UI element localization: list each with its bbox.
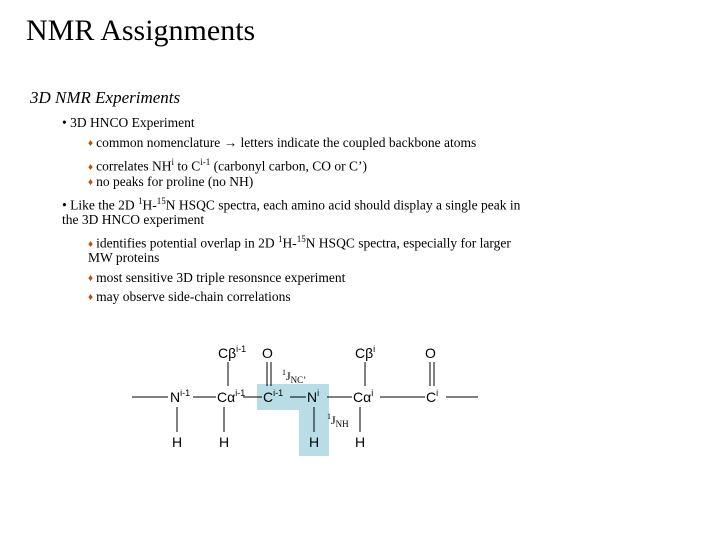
- diamond-bullet-icon: ♦: [88, 138, 94, 149]
- coupling-jnc-label: $^1J_{NC’}$: [282, 368, 307, 385]
- bullet-hnco: • 3D HNCO Experiment: [62, 115, 195, 130]
- calpha-cur-label: $C\alpha^i$: [353, 388, 374, 405]
- sub-bullet-identifies: ♦ identifies potential overlap in 2D $^1$H-$^{15}$N HSQC spectra, especially for larger: [88, 234, 511, 251]
- sub-bullet-sidechain: ♦ may observe side-chain correlations: [88, 289, 291, 304]
- calpha-prev-label: $C\alpha^{i-1}$: [217, 388, 246, 405]
- arrow-right-icon: →: [223, 135, 238, 150]
- slide-title: NMR Assignments: [26, 14, 256, 47]
- carbonyl-o-cur-label: O: [425, 345, 436, 361]
- sub-bullet-nomenclature: ♦ common nomenclature → letters indicate the coupled backbone atoms: [88, 135, 477, 150]
- diamond-bullet-icon: ♦: [88, 292, 94, 303]
- n-prev-label: $N^{i-1}$: [170, 388, 191, 405]
- diamond-bullet-icon: ♦: [88, 238, 94, 250]
- h-calpha-cur-label: H: [355, 434, 366, 450]
- h-n-prev-label: H: [172, 434, 183, 450]
- coupling-jnh-label: $^1J_{NH}$: [327, 412, 349, 429]
- carbonyl-o-prev-label: O: [262, 345, 273, 361]
- section-heading: 3D NMR Experiments: [30, 88, 181, 107]
- cbeta-prev-label: $C\beta^{i-1}$: [218, 344, 247, 361]
- bullet-like-hsqc-cont: the 3D HNCO experiment: [62, 212, 205, 227]
- diamond-bullet-icon: ♦: [88, 273, 94, 284]
- n-cur-label: $N^i$: [307, 388, 320, 405]
- diamond-bullet-icon: ♦: [88, 161, 94, 173]
- h-calpha-prev-label: H: [219, 434, 230, 450]
- sub-bullet-correlates: ♦ correlates $NH^i$ to $C^{i-1}$ (carbonyl carbon, CO or C’): [88, 157, 367, 174]
- c-prev-label: $C^{i-1}$: [263, 388, 284, 405]
- sub-bullet-identifies-cont: MW proteins: [88, 250, 160, 265]
- sub-bullet-sensitive: ♦ most sensitive 3D triple resonsnce experiment: [88, 270, 346, 285]
- diamond-bullet-icon: ♦: [88, 177, 94, 188]
- c-cur-label: $C^i$: [426, 388, 439, 405]
- sub-bullet-noproline: ♦ no peaks for proline (no NH): [88, 174, 254, 189]
- bullet-like-hsqc: • Like the 2D $^1$H-$^{15}$N HSQC spectra, each amino acid should display a single peak in: [62, 196, 521, 213]
- cbeta-cur-label: $C\beta^i$: [355, 344, 376, 361]
- h-n-cur-label: H: [309, 434, 320, 450]
